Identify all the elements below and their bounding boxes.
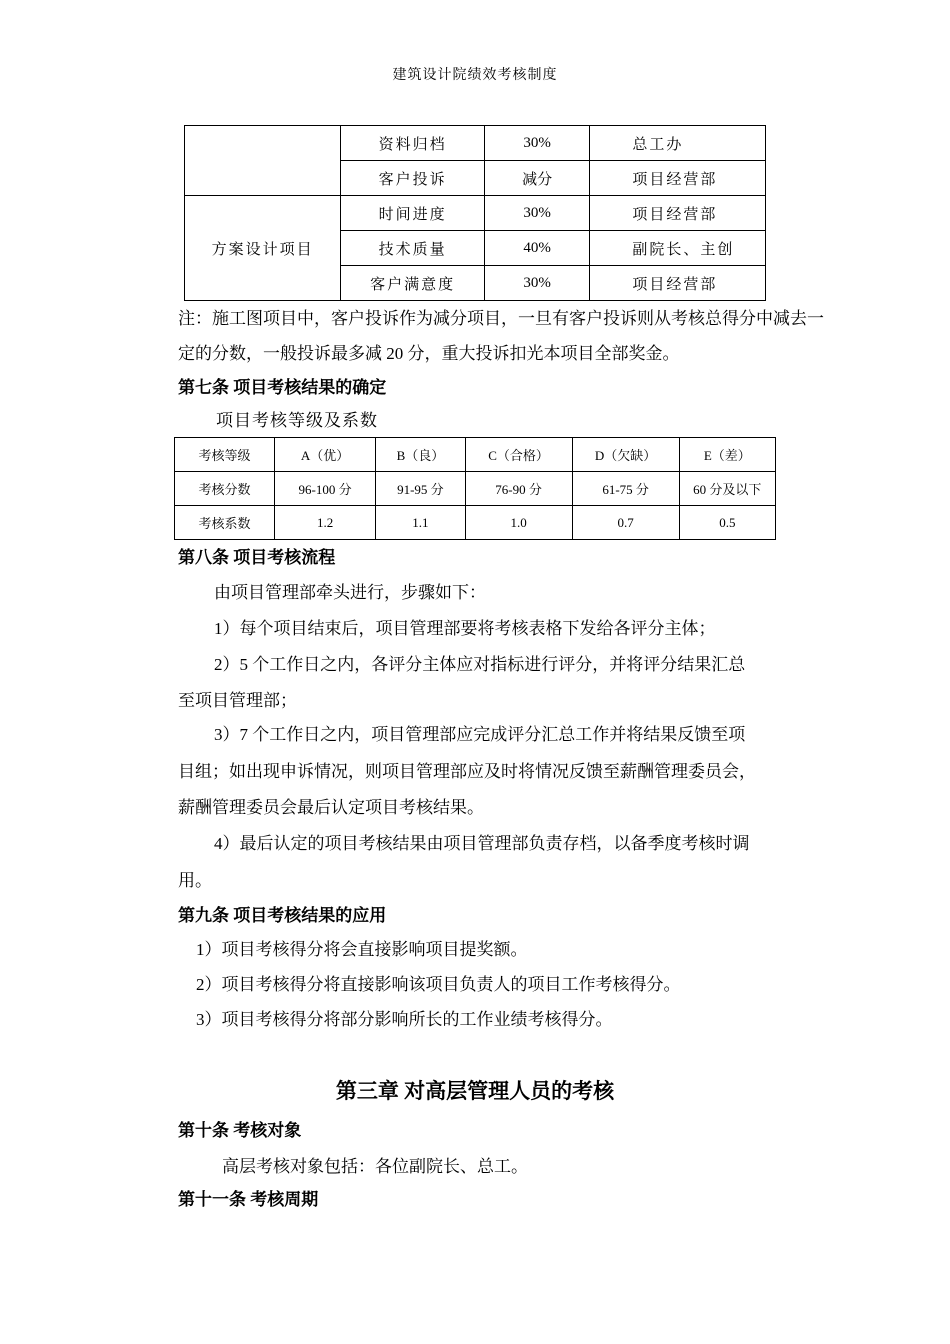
- article7-heading: 第七条 项目考核结果的确定: [178, 378, 387, 397]
- table-cell: C（合格）: [465, 438, 572, 472]
- table-cell: 1.1: [376, 506, 465, 540]
- table-cell: 0.5: [679, 506, 775, 540]
- table-row: [185, 196, 766, 231]
- table-cell: 考核系数: [175, 506, 275, 540]
- article8-step: 1）每个项目结束后，项目管理部要将考核表格下发给各评分主体；: [214, 619, 716, 638]
- article9-item: 3）项目考核得分将部分影响所长的工作业绩考核得分。: [196, 1010, 613, 1029]
- weight-cell: 30%: [484, 196, 590, 231]
- article8-step: 用。: [178, 871, 212, 890]
- article9-heading: 第九条 项目考核结果的应用: [178, 906, 387, 925]
- article8-step: 目组；如出现申诉情况，则项目管理部应及时将情况反馈至薪酬管理委员会，: [178, 762, 756, 781]
- evaluation-table: [184, 125, 766, 301]
- weight-cell: 40%: [484, 231, 590, 266]
- table-cell: 61-75 分: [572, 472, 679, 506]
- weight-cell: 减分: [484, 161, 590, 196]
- article11-heading: 第十一条 考核周期: [178, 1190, 319, 1209]
- table-cell: 1.2: [274, 506, 375, 540]
- document-header: 建筑设计院绩效考核制度: [392, 68, 558, 83]
- evaluator-cell: 项目经营部: [590, 196, 766, 231]
- table-cell: E（差）: [679, 438, 775, 472]
- table-cell: 0.7: [572, 506, 679, 540]
- article8-step: 4）最后认定的项目考核结果由项目管理部负责存档，以备季度考核时调: [214, 834, 750, 853]
- category-cell: [185, 126, 341, 196]
- table-cell: 96-100 分: [274, 472, 375, 506]
- table-cell: 91-95 分: [376, 472, 465, 506]
- grade-table: [174, 437, 776, 540]
- evaluator-cell: 总工办: [590, 126, 766, 161]
- note-line: 定的分数，一般投诉最多减 20 分，重大投诉扣光本项目全部奖金。: [178, 344, 680, 363]
- article9-item: 1）项目考核得分将会直接影响项目提奖额。: [196, 940, 528, 959]
- table-cell: 考核等级: [175, 438, 275, 472]
- article8-step: 2）5 个工作日之内，各评分主体应对指标进行评分，并将评分结果汇总: [214, 655, 746, 674]
- table-row: [175, 472, 776, 506]
- table-cell: 76-90 分: [465, 472, 572, 506]
- chapter-title: 第三章 对高层管理人员的考核: [335, 1079, 615, 1103]
- table-cell: 考核分数: [175, 472, 275, 506]
- table-row: [185, 126, 766, 161]
- article10-text: 高层考核对象包括：各位副院长、总工。: [222, 1157, 528, 1176]
- article9-item: 2）项目考核得分将直接影响该项目负责人的项目工作考核得分。: [196, 975, 681, 994]
- indicator-cell: 资料归档: [341, 126, 484, 161]
- table-cell: B（良）: [376, 438, 465, 472]
- article8-heading: 第八条 项目考核流程: [178, 548, 336, 567]
- weight-cell: 30%: [484, 126, 590, 161]
- evaluator-cell: 副院长、主创: [590, 231, 766, 266]
- article8-step: 薪酬管理委员会最后认定项目考核结果。: [178, 798, 484, 817]
- evaluator-cell: 项目经营部: [590, 161, 766, 196]
- category-cell: 方案设计项目: [185, 196, 341, 301]
- grade-table-title: 项目考核等级及系数: [216, 411, 378, 430]
- note-line: 注：施工图项目中，客户投诉作为减分项目，一旦有客户投诉则从考核总得分中减去一: [178, 309, 824, 328]
- table-cell: A（优）: [274, 438, 375, 472]
- article10-heading: 第十条 考核对象: [178, 1121, 302, 1140]
- table-cell: 1.0: [465, 506, 572, 540]
- article8-intro: 由项目管理部牵头进行，步骤如下：: [214, 583, 486, 602]
- indicator-cell: 技术质量: [341, 231, 484, 266]
- table-cell: 60 分及以下: [679, 472, 775, 506]
- table-row: [175, 438, 776, 472]
- article8-step: 3）7 个工作日之内，项目管理部应完成评分汇总工作并将结果反馈至项: [214, 725, 746, 744]
- indicator-cell: 客户投诉: [341, 161, 484, 196]
- article8-step: 至项目管理部；: [178, 691, 297, 710]
- indicator-cell: 客户满意度: [341, 266, 484, 301]
- weight-cell: 30%: [484, 266, 590, 301]
- table-row: [175, 506, 776, 540]
- indicator-cell: 时间进度: [341, 196, 484, 231]
- evaluator-cell: 项目经营部: [590, 266, 766, 301]
- table-cell: D（欠缺）: [572, 438, 679, 472]
